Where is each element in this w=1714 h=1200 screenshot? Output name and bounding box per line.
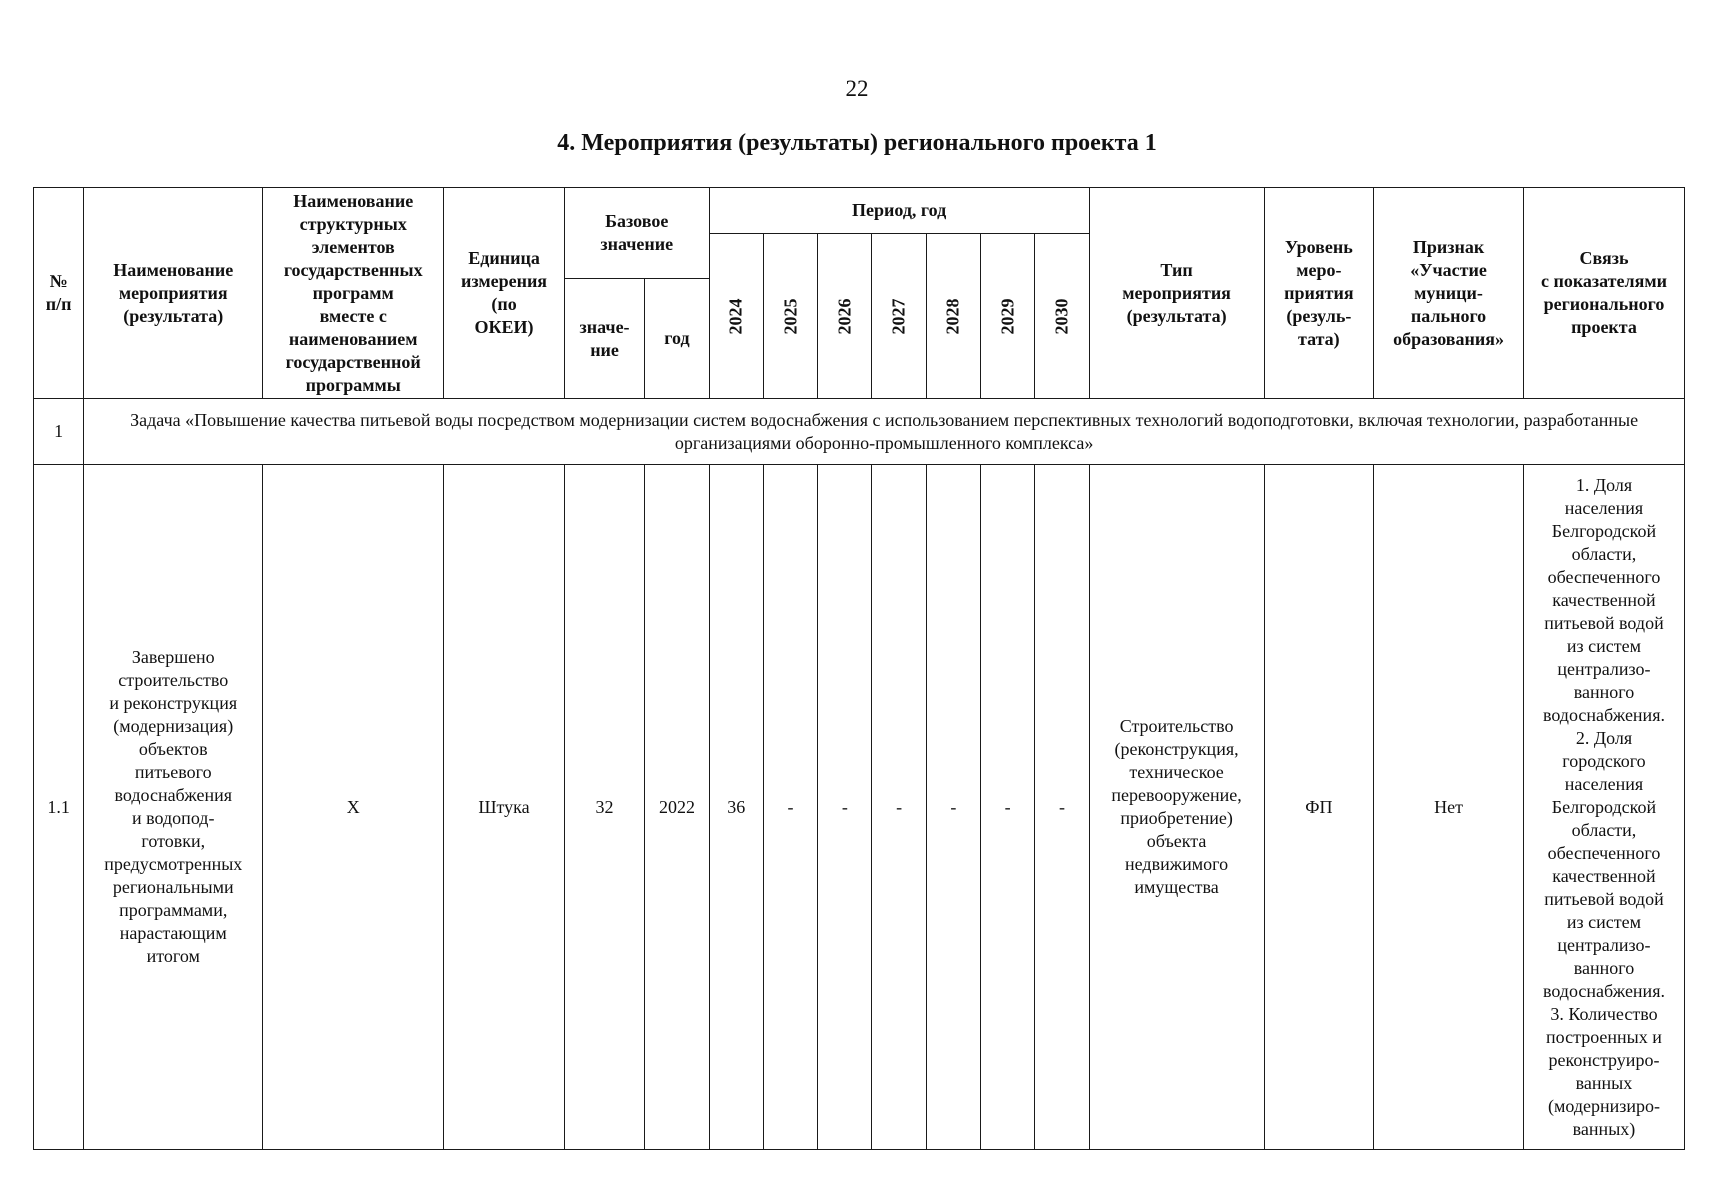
header-municipal: Признак «Участие муници- пального образования» [1374,188,1524,399]
header-base: Базовое значение [564,188,709,279]
header-structural: Наименование структурных элементов государственных программ вместе с наименованием государственной программы [263,188,444,399]
results-table [33,187,1685,1150]
result-structural: Х [263,465,444,1150]
header-year [818,234,872,399]
header-year [926,234,980,399]
header-year-label: 2029 [997,298,1018,334]
header-year-label: 2024 [725,298,746,334]
header-base-value: значе- ние [564,279,644,399]
header-year-label: 2026 [834,298,855,334]
result-municipal: Нет [1374,465,1524,1150]
result-year-value: - [981,465,1035,1150]
result-year-value: - [1035,465,1089,1150]
header-type: Тип мероприятия (результата) [1089,188,1264,399]
result-unit: Штука [444,465,565,1150]
header-year [981,234,1035,399]
header-unit: Единица измерения (по ОКЕИ) [444,188,565,399]
header-year [1035,234,1089,399]
header-name: Наименование мероприятия (результата) [84,188,263,399]
result-name: Завершено строительство и реконструкция (модернизация) объектов питьевого водоснабжения и водопод- готовки, предусмотренных региональными программами, нарастающим итогом [84,465,263,1150]
result-year-value: - [872,465,926,1150]
header-base-year: год [645,279,709,399]
result-row [34,465,1685,1150]
result-base-value: 32 [564,465,644,1150]
task-num: 1 [34,399,84,465]
header-num: № п/п [34,188,84,399]
header-year [872,234,926,399]
header-year-label: 2030 [1051,298,1072,334]
result-links: 1. Доля населения Белгородской области, обеспеченного качественной питьевой водой из систем централизо- ванного водоснабжения. 2. Доля городского населения Белгородской области, обеспеченного качественной питьевой водой из систем централизо- ванного водоснабжения. 3. Количество построенных и реконструиро- ванных (модернизиро- ванных) [1523,465,1684,1150]
page-number: 22 [845,76,869,101]
result-type: Строительство (реконструкция, техническое перевооружение, приобретение) объекта недвижимого имущества [1089,465,1264,1150]
header-period: Период, год [709,188,1089,234]
header-year-label: 2025 [780,298,801,334]
result-num: 1.1 [34,465,84,1150]
page-title: 4. Мероприятия (результаты) регионального проекта 1 [557,130,1157,156]
result-year-value: - [926,465,980,1150]
header-year [709,234,763,399]
header-level: Уровень меро- приятия (резуль- тата) [1264,188,1374,399]
header-year-label: 2027 [888,298,909,334]
result-year-value: - [763,465,817,1150]
result-base-year: 2022 [645,465,709,1150]
result-year-value: 36 [709,465,763,1150]
result-level: ФП [1264,465,1374,1150]
header-year-label: 2028 [942,298,963,334]
header-link: Связь с показателями регионального проекта [1523,188,1684,399]
header-year [763,234,817,399]
task-row [34,399,1685,465]
result-year-value: - [818,465,872,1150]
task-text: Задача «Повышение качества питьевой воды посредством модернизации систем водоснабжения с использованием перспективных технологий водоподготовки, включая технологии, разработанные организациями оборонно-промышленного комплекса» [84,399,1685,465]
